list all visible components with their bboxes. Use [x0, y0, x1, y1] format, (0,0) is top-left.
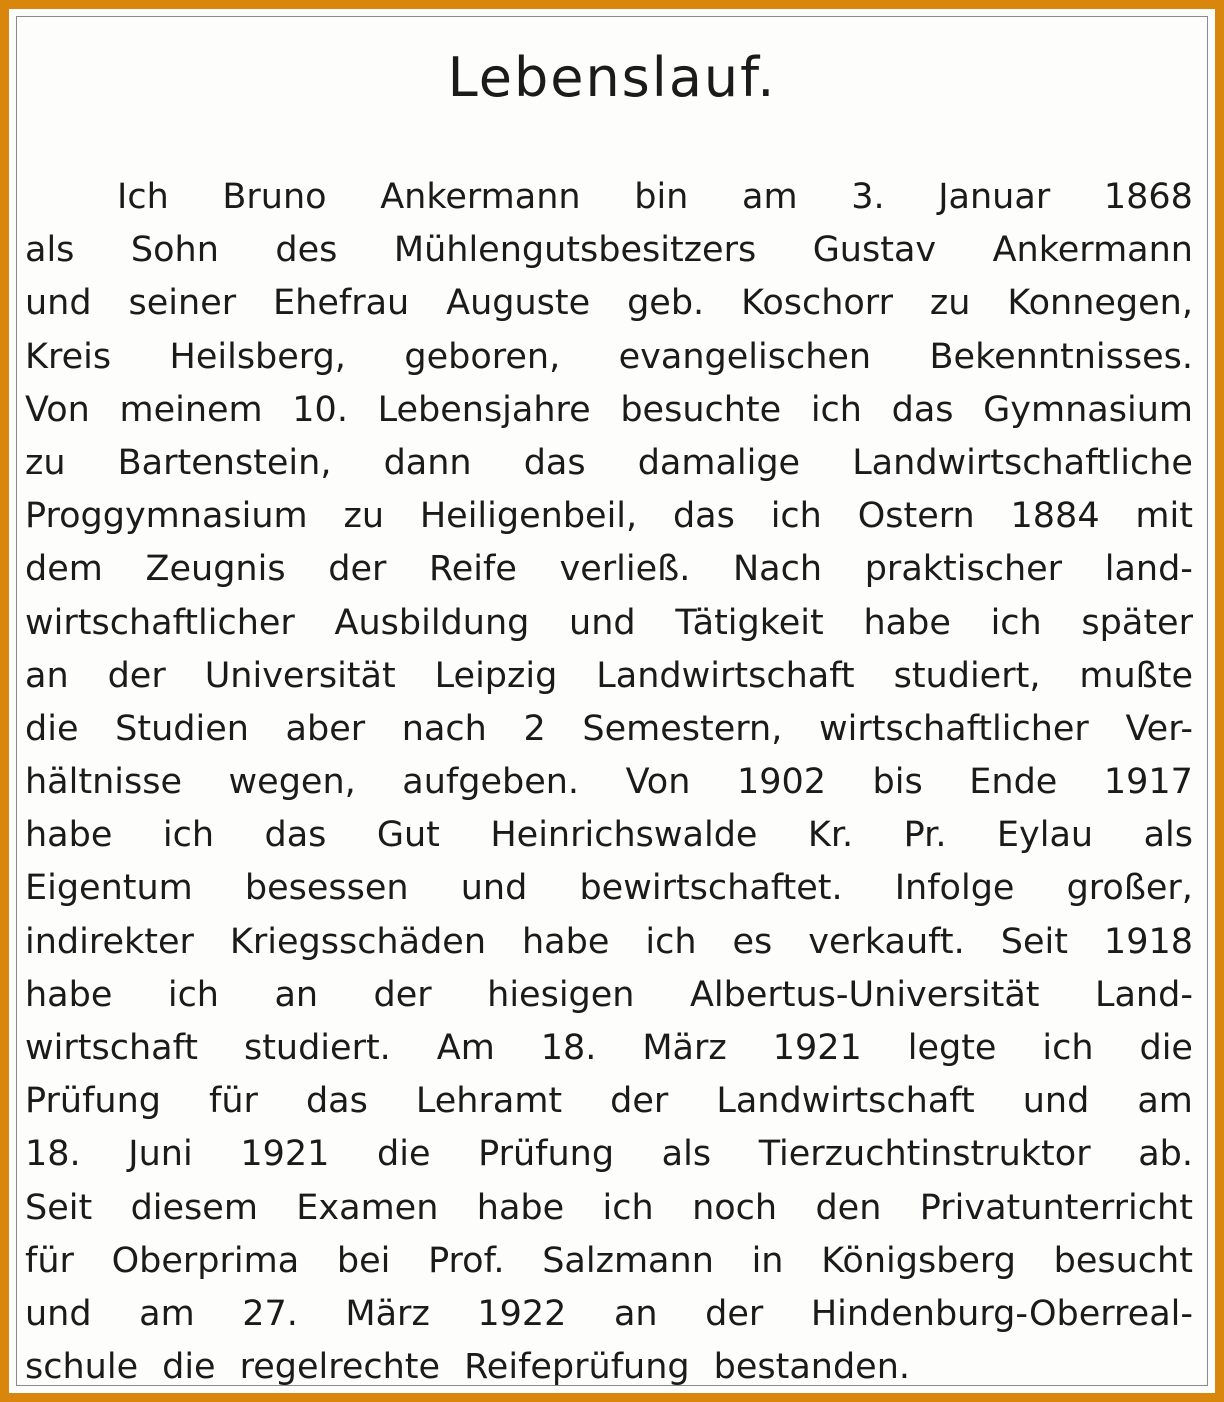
text-word: regelrechte	[239, 1347, 441, 1388]
text-word: besucht	[1053, 1240, 1193, 1281]
text-word: ich	[990, 602, 1042, 643]
text-word: Examen	[296, 1187, 439, 1228]
text-word: ich	[1042, 1028, 1094, 1068]
text-word: Reife	[429, 549, 517, 590]
text-word: am	[139, 1293, 195, 1334]
text-word: bei	[336, 1240, 391, 1281]
text-word: 1902	[736, 762, 827, 803]
document-body	[25, 171, 1193, 1394]
text-word: März	[345, 1293, 430, 1334]
text-word: 2	[523, 708, 546, 749]
text-word: und	[460, 868, 528, 909]
text-word: 1884	[1010, 496, 1100, 537]
text-line	[25, 703, 1193, 756]
text-word: ab.	[1138, 1134, 1193, 1175]
text-word: 1918	[1103, 921, 1193, 962]
text-word: besessen	[244, 868, 409, 909]
text-word: Hindenburg-Oberreal-	[810, 1293, 1193, 1334]
text-word: verkauft.	[808, 921, 965, 962]
text-word: schule	[25, 1347, 139, 1388]
text-line	[25, 650, 1193, 703]
text-word: Prof.	[428, 1240, 505, 1281]
text-word: Ich	[117, 177, 169, 217]
text-word: Universität	[204, 655, 396, 696]
text-word: Mühlengutsbesitzers	[393, 230, 757, 271]
text-line	[25, 490, 1193, 543]
text-word: 1917	[1103, 762, 1193, 803]
text-word: bestanden.	[713, 1347, 911, 1388]
text-line	[25, 756, 1193, 809]
text-word: Ver-	[1125, 708, 1193, 749]
text-word: wirtschaftlicher	[25, 602, 295, 643]
text-word: und	[25, 283, 92, 324]
text-word: Landwirtschaftliche	[852, 442, 1193, 483]
text-word: als	[661, 1134, 712, 1175]
text-word: habe	[25, 815, 113, 856]
text-word: mit	[1135, 496, 1193, 537]
text-line	[25, 1235, 1193, 1288]
text-word: 3.	[851, 177, 885, 217]
text-line	[25, 277, 1193, 330]
text-word: Gustav	[812, 230, 937, 271]
text-line	[25, 1128, 1193, 1181]
text-word: habe	[476, 1187, 565, 1228]
text-word: meinem	[119, 389, 263, 430]
text-line	[25, 809, 1193, 862]
text-word: das	[305, 1081, 368, 1122]
text-word: Proggymnasium	[25, 496, 308, 537]
text-word: Sohn	[130, 230, 219, 271]
text-word: Ankermann	[380, 177, 581, 217]
text-word: Privatunterricht	[919, 1187, 1193, 1228]
text-word: und	[569, 602, 636, 643]
text-word: 18.	[25, 1134, 81, 1175]
text-word: als	[1143, 815, 1193, 856]
text-word: ich	[810, 389, 862, 430]
text-line	[25, 1288, 1193, 1341]
text-line	[25, 1075, 1193, 1128]
text-word: das	[672, 496, 735, 537]
text-word: noch	[692, 1187, 778, 1228]
text-word: bis	[872, 762, 923, 803]
text-word: Bekenntnisses.	[929, 336, 1193, 377]
text-word: Landwirtschaft	[716, 1081, 975, 1122]
text-word: und	[1022, 1081, 1090, 1122]
text-word: Von	[25, 389, 90, 430]
text-word: Heilsberg,	[169, 336, 346, 377]
text-word: am	[1137, 1081, 1193, 1122]
text-word: ich	[167, 974, 219, 1015]
text-word: die	[1139, 1028, 1193, 1068]
text-word: aber	[285, 708, 366, 749]
text-line	[25, 597, 1193, 650]
text-word: Seit	[25, 1187, 93, 1228]
text-word: Ankermann	[992, 230, 1193, 271]
text-word: hiesigen	[487, 974, 635, 1015]
text-word: ich	[162, 815, 215, 856]
text-word: legte	[907, 1028, 997, 1068]
text-word: evangelischen	[618, 336, 872, 377]
text-word: 27.	[242, 1293, 298, 1334]
text-word: der	[107, 655, 166, 696]
text-word: Eigentum	[25, 868, 193, 909]
text-word: Am	[436, 1028, 495, 1068]
text-word: bin	[634, 177, 689, 217]
text-word: geboren,	[404, 336, 561, 377]
text-word: Kriegsschäden	[229, 921, 486, 962]
text-line	[25, 862, 1193, 915]
text-word: ich	[770, 496, 822, 537]
text-word: des	[275, 230, 338, 271]
text-word: das	[523, 442, 586, 483]
text-word: der	[328, 549, 387, 590]
text-word: habe	[521, 921, 610, 962]
text-word: 1921	[772, 1028, 862, 1068]
text-line	[25, 1182, 1193, 1235]
text-word: geb.	[627, 283, 705, 324]
text-word: mußte	[1079, 655, 1193, 696]
text-word: Gut	[376, 815, 440, 856]
text-word: den	[815, 1187, 882, 1228]
text-word: damalige	[637, 442, 801, 483]
text-word: land-	[1104, 549, 1193, 590]
text-word: an	[613, 1293, 658, 1334]
text-word: Bruno	[222, 177, 327, 217]
text-word: als	[25, 230, 75, 271]
text-word: zu	[25, 442, 66, 483]
text-word: 18.	[540, 1028, 597, 1068]
text-line	[25, 331, 1193, 384]
text-word: Koschorr	[741, 283, 893, 324]
text-word: Infolge	[894, 868, 1015, 909]
text-word: Salzmann	[542, 1240, 714, 1281]
text-word: Lebensjahre	[377, 389, 591, 430]
text-word: für	[25, 1240, 74, 1281]
text-word: das	[264, 815, 327, 856]
text-word: Ostern	[857, 496, 975, 537]
text-word: Semestern,	[582, 708, 783, 749]
text-word: indirekter	[25, 921, 194, 962]
text-word: besuchte	[620, 389, 782, 430]
text-word: wegen,	[228, 762, 356, 803]
text-word: Bartenstein,	[117, 442, 332, 483]
text-word: Konnegen,	[1007, 283, 1193, 324]
text-word: März	[642, 1028, 727, 1068]
text-word: Kr.	[807, 815, 854, 856]
text-word: Seit	[1000, 921, 1068, 962]
text-word: Juni	[128, 1134, 193, 1175]
text-word: Studien	[115, 708, 249, 749]
text-word: wirtschaft	[25, 1028, 199, 1068]
text-word: habe	[25, 974, 113, 1015]
text-word: Reifeprüfung	[464, 1347, 690, 1388]
text-word: 1868	[1103, 177, 1193, 217]
text-word: Auguste	[446, 283, 591, 324]
page-inner-frame	[16, 16, 1208, 1386]
text-word: Lehramt	[415, 1081, 563, 1122]
text-word: 1922	[477, 1293, 567, 1334]
text-word: am	[742, 177, 798, 217]
text-word: 10.	[292, 389, 348, 430]
text-word: bewirtschaftet.	[579, 868, 843, 909]
text-word: Leipzig	[434, 655, 558, 696]
text-word: und	[25, 1293, 92, 1334]
text-word: der	[610, 1081, 669, 1122]
text-word: wirtschaftlicher	[819, 708, 1089, 749]
text-word: die	[377, 1134, 431, 1175]
text-word: aufgeben.	[402, 762, 580, 803]
text-word: der	[373, 974, 432, 1015]
document-title: Lebenslauf.	[447, 46, 777, 109]
text-word: Tätigkeit	[675, 602, 824, 643]
text-word: Zeugnis	[145, 549, 286, 590]
text-word: an	[274, 974, 319, 1015]
text-word: praktischer	[864, 549, 1063, 590]
text-word: die	[162, 1347, 216, 1388]
text-word: Januar	[938, 177, 1051, 217]
text-line	[25, 384, 1193, 437]
text-line	[25, 1022, 1193, 1075]
text-word: habe	[863, 602, 951, 643]
text-word: Pr.	[903, 815, 947, 856]
text-line	[25, 171, 1193, 224]
text-word: nach	[401, 708, 487, 749]
text-word: Kreis	[25, 336, 112, 377]
text-word: ich	[602, 1187, 654, 1228]
text-word: Oberprima	[111, 1240, 300, 1281]
text-word: der	[705, 1293, 764, 1334]
text-word: später	[1081, 602, 1193, 643]
text-word: es	[732, 921, 773, 962]
text-word: studiert,	[893, 655, 1041, 696]
text-word: Von	[625, 762, 691, 803]
text-word: Tierzuchtinstruktor	[758, 1134, 1091, 1175]
text-word: an	[25, 655, 69, 696]
text-word: in	[751, 1240, 784, 1281]
text-word: Eylau	[996, 815, 1094, 856]
text-word: die	[25, 708, 79, 749]
text-word: Land-	[1094, 974, 1193, 1015]
text-word: zu	[343, 496, 385, 537]
text-word: dem	[25, 549, 103, 590]
text-word: Ende	[969, 762, 1058, 803]
text-word: für	[209, 1081, 258, 1122]
text-word: Heiligenbeil,	[419, 496, 638, 537]
text-word: Landwirtschaft	[596, 655, 855, 696]
text-word: 1921	[240, 1134, 330, 1175]
text-line	[25, 916, 1193, 969]
text-word: Prüfung	[478, 1134, 615, 1175]
text-word: Ehefrau	[273, 283, 410, 324]
text-line	[25, 224, 1193, 277]
text-word: Heinrichswalde	[490, 815, 758, 856]
text-word: diesem	[130, 1187, 258, 1228]
text-line	[25, 437, 1193, 490]
text-word: Nach	[733, 549, 823, 590]
text-word: Königsberg	[821, 1240, 1016, 1281]
text-word: Gymnasium	[983, 389, 1193, 430]
text-word: Ausbildung	[334, 602, 530, 643]
text-word: das	[891, 389, 954, 430]
text-line	[25, 1341, 1193, 1394]
text-line	[25, 969, 1193, 1022]
text-word: seiner	[128, 283, 237, 324]
text-word: ich	[645, 921, 697, 962]
text-word: hältnisse	[25, 762, 182, 803]
text-word: dann	[383, 442, 472, 483]
text-word: großer,	[1066, 868, 1193, 909]
text-line	[25, 543, 1193, 596]
text-word: Albertus-Universität	[689, 974, 1040, 1015]
text-word: studiert.	[243, 1028, 391, 1068]
text-word: verließ.	[559, 549, 691, 590]
text-word: Prüfung	[25, 1081, 161, 1122]
text-word: zu	[929, 283, 971, 324]
